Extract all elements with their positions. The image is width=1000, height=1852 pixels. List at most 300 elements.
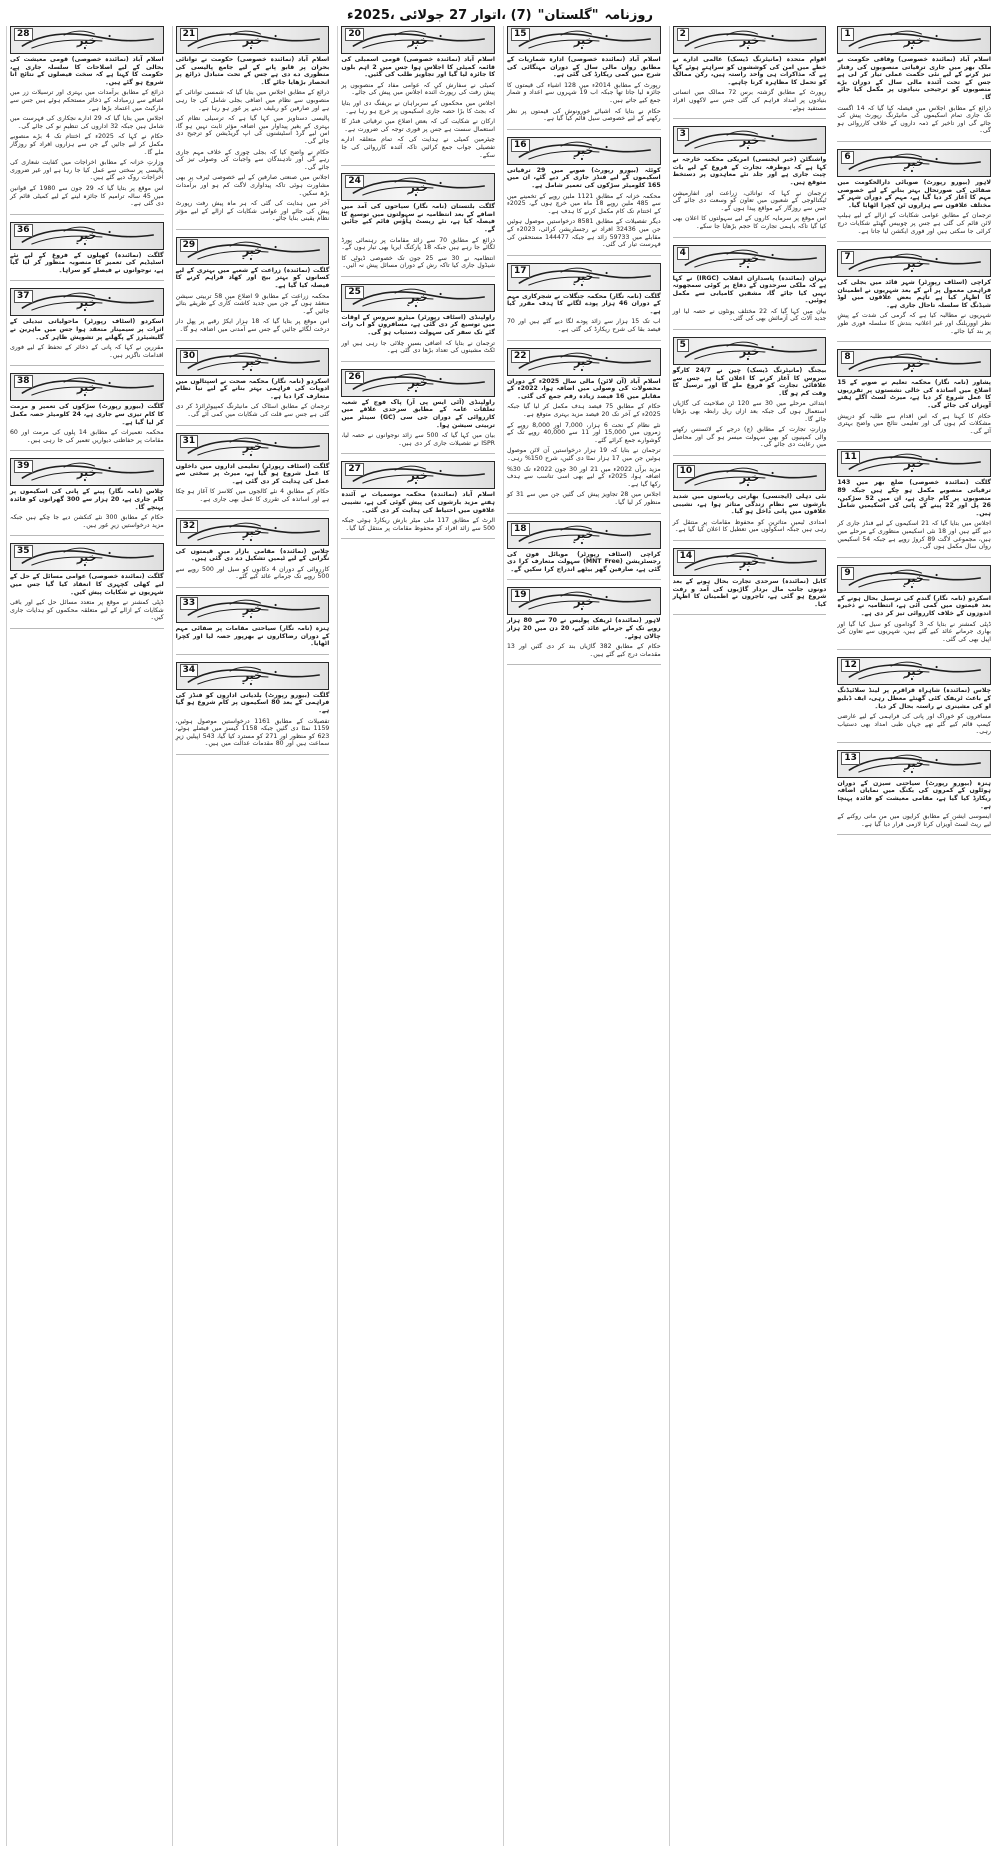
article-number: 19	[511, 589, 530, 602]
article-headline-text: خبر	[242, 525, 263, 539]
article-headline-banner	[10, 288, 164, 316]
article-number: 38	[14, 375, 33, 388]
article-body	[176, 625, 330, 651]
article-paragraph: حکام کے مطابق 382 گاڑیاں بند کر دی گئیں اور 13 مقدمات درج کیے گئے ہیں۔	[506, 643, 661, 658]
masthead-prefix: روزنامہ	[604, 7, 653, 23]
article-headline-banner	[341, 461, 495, 489]
article-paragraph: بیجنگ (مانیٹرنگ ڈیسک) چین نے 24/7 کارگو سروس کا آغاز کرنے کا اعلان کیا ہے جس سے علاقائی تجارت کو فروغ ملے گا اور ترسیل کا وقت کم ہو گا۔	[672, 367, 827, 397]
article	[176, 595, 330, 658]
article-paragraph: لاہور (بیورو رپورٹ) صوبائی دارالحکومت میں صفائی کی صورتحال بہتر بنانے کے لیے خصوصی مہم کا آغاز کر دیا گیا ہے، مہم کے دوران شہر کے مختلف علاقوں سے ہزاروں ٹن کچرا اٹھایا گیا۔	[837, 178, 991, 209]
article-number: 15	[511, 28, 530, 41]
article-paragraph: راولپنڈی (اسٹاف رپورٹر) میٹرو سروس کے اوقات میں توسیع کر دی گئی ہے، مسافروں کو اب رات گئے تک سفر کی سہولت دستیاب ہو گی۔	[341, 313, 495, 337]
article-divider	[176, 510, 330, 511]
article-paragraph: ذرائع کے مطابق اجلاس میں بتایا گیا کہ شمسی توانائی کے منصوبوں سے نظام میں اضافی بجلی شامل کی جا رہی ہے اور صارفین کو ریلیف دینے پر غور ہو رہا ہے۔	[175, 89, 330, 112]
article-paragraph: آخر میں ہدایت کی گئی کہ ہر ماہ پیش رفت رپورٹ پیش کی جائے اور عوامی شکایات کے ازالے کے لیے مؤثر نظام یقینی بنایا جائے۔	[175, 200, 330, 223]
article-paragraph: دیگر تفصیلات کے مطابق 8581 درخواستیں موصول ہوئیں جن میں 32436 افراد نے رجسٹریشن کرائی، 2023ء کے مقابلے میں 59733 زائد ہے جبکہ 144477 مستحقین کی فہرست تیار کی گئی۔	[506, 218, 661, 249]
article-headline-text: خبر	[904, 156, 924, 170]
article-paragraph: ترجمان نے کہا کہ توانائی، زراعت اور انفارمیشن ٹیکنالوجی کے شعبوں میں تعاون کو وسعت دی جائے گی جس سے روزگار کے مواقع پیدا ہوں گے۔	[672, 189, 827, 212]
article-headline-text: خبر	[904, 456, 924, 470]
article-headline-banner	[837, 449, 991, 477]
article-number: 14	[677, 550, 696, 563]
article-number: 37	[14, 290, 33, 303]
article-body	[837, 780, 991, 832]
article-body	[837, 687, 991, 739]
article-paragraph: گلگت (نمائندہ) کھیلوں کے فروغ کے لیے نئے اسٹیڈیم کی تعمیر کا منصوبہ منظور کر لیا گیا ہے، نوجوانوں نے فیصلے کو سراہا۔	[9, 251, 164, 274]
article	[176, 518, 330, 591]
article	[341, 461, 495, 542]
article-headline-banner	[837, 657, 991, 685]
article-number: 18	[511, 523, 530, 536]
article-body	[507, 551, 661, 577]
article-headline-text: خبر	[77, 295, 97, 309]
article-number: 35	[14, 545, 33, 558]
article-paragraph: لاہور (نمائندہ) ٹریفک پولیس نے 70 سے 80 ہزار روپے تک کے جرمانے عائد کیے، 20 دن میں 20 ہزار چالان ہوئے۔	[506, 617, 661, 640]
article-paragraph: کمیٹی نے سفارش کی کہ عوامی مفاد کے منصوبوں پر پیش رفت کی رپورٹ آئندہ اجلاس میں پیش کی جائے۔	[341, 81, 495, 97]
article-headline-text: خبر	[77, 229, 97, 243]
article	[341, 369, 495, 458]
article-headline-text: خبر	[77, 33, 97, 47]
article-headline-text: خبر	[77, 550, 97, 564]
article-paragraph: چلاس (نمائندہ) مقامی بازار میں قیمتوں کی نگرانی کے لیے ٹیمیں تشکیل دے دی گئی ہیں۔	[175, 547, 330, 563]
article-headline-text: خبر	[904, 664, 924, 678]
article-headline-banner	[507, 263, 661, 291]
article-paragraph: اسکردو (نامہ نگار) گندم کی ترسیل بحال ہونے کے بعد قیمتوں میں کمی آئی ہے، انتظامیہ نے ذخیرہ اندوزوں کے خلاف کارروائی تیز کر دی ہے۔	[837, 594, 991, 617]
article-number: 39	[14, 460, 33, 473]
article-number: 33	[180, 597, 199, 610]
article-paragraph: بیان میں کہا گیا کہ 22 مختلف یونٹوں نے حصہ لیا اور جدید آلات کی آزمائش بھی کی گئی۔	[672, 307, 827, 323]
article-paragraph: اسلام آباد (آن لائن) مالی سال 2025ء کے دوران محصولات کی وصولی میں اضافہ ہوا، 2022ء کے مقابلے میں 16 فیصد زیادہ رقم جمع کی گئی۔	[506, 377, 661, 400]
article-paragraph: محکمہ خزانہ کے مطابق 1121 ملین روپے کے تخمینے میں سے 485 ملین روپے 18 ماہ میں خرچ ہوں گے، 2025ء کے اختتام تک کام مکمل کرنے کا ہدف ہے۔	[506, 192, 661, 215]
article-headline-text: خبر	[574, 270, 594, 284]
article-paragraph: ذرائع کے مطابق اجلاس میں فیصلہ کیا گیا کہ 14 اگست تک جاری تمام اسکیموں کی مانیٹرنگ رپورٹ پیش کی جائے گی اور تاخیر کے ذمہ داروں کے خلاف کارروائی ہو گی۔	[837, 104, 991, 135]
article-headline-text: خبر	[739, 555, 760, 569]
article-paragraph: امدادی ٹیمیں متاثرین کو محفوظ مقامات پر منتقل کر رہی ہیں جبکہ اسکولوں میں تعطیل کا اعلان کیا گیا ہے۔	[672, 518, 827, 534]
article-paragraph: اجلاس میں بتایا گیا کہ 29 ادارے نجکاری کی فہرست میں شامل ہیں جبکہ 32 اداروں کی تنظیمِ نو کی جائے گی۔	[9, 115, 164, 130]
article	[673, 245, 827, 334]
article-paragraph: اجلاس میں بتایا گیا کہ 21 اسکیموں کے لیے فنڈز جاری کر دیے گئے ہیں اور 18 نئی اسکیمیں منظوری کے مرحلے میں ہیں، مجموعی لاگت 89 کروڑ روپے ہے جبکہ 54 اسکیمیں رواں سال مکمل ہوں گی۔	[837, 520, 991, 551]
article-paragraph: چلاس (نامہ نگار) پینے کے پانی کی اسکیموں پر کام جاری ہے، 20 ہزار سے 300 گھرانوں کو فائدہ پہنچے گا۔	[9, 488, 164, 511]
column	[337, 26, 498, 1846]
article-paragraph: ابتدائی مرحلے میں 30 سے 120 ٹن صلاحیت کی گاڑیاں استعمال ہوں گی جبکہ بعد ازاں ریل رابطہ بھی بڑھایا جائے گا۔	[672, 400, 827, 423]
article-divider	[507, 579, 661, 580]
article-number: 32	[180, 520, 199, 533]
article-body	[837, 479, 991, 553]
article-paragraph: واشنگٹن (خبر ایجنسی) امریکی محکمہ خارجہ نے کہا ہے کہ دوطرفہ تجارت کے فروغ کے لیے بات چیت جاری ہے اور جلد نئے معاہدوں پر دستخط متوقع ہیں۔	[672, 156, 827, 186]
article-paragraph: اجلاس میں محکموں کے سربراہان نے بریفنگ دی اور بتایا کہ بجٹ کا بڑا حصہ جاری اسکیموں پر خرچ ہو رہا ہے۔	[341, 99, 495, 115]
article	[837, 249, 991, 345]
article-divider	[10, 535, 164, 536]
article-divider	[837, 441, 991, 442]
article-body	[341, 56, 495, 162]
article-body	[673, 578, 827, 611]
article-paragraph: ارکان نے شکایت کی کہ بعض اضلاع میں ترقیاتی فنڈز کا استعمال سست ہے جس پر فوری توجہ کی ضرورت ہے۔	[341, 118, 495, 133]
article-headline-banner	[673, 245, 827, 273]
article-paragraph: گلگت (نامہ نگار) محکمہ جنگلات نے شجرکاری مہم کے دوران 46 ہزار پودے لگانے کا ہدف مقرر کیا ہے۔	[506, 292, 661, 315]
article-headline-text: خبر	[242, 244, 263, 258]
article-divider	[341, 538, 495, 539]
article-headline-banner	[341, 173, 495, 201]
article-body	[673, 275, 827, 327]
article-body	[507, 56, 661, 126]
article-paragraph: انتظامیہ نے 30 سے 25 جون تک خصوصی ڈیوٹی کا شیڈول جاری کیا تاکہ رش کے دوران مسائل پیش نہ آئیں۔	[341, 254, 495, 270]
article	[507, 587, 661, 668]
article-body	[10, 252, 164, 278]
article-number: 10	[677, 465, 696, 478]
article-body	[837, 379, 991, 438]
article-paragraph: گلگت (نمائندہ) زراعت کے شعبے میں بہتری کے لیے کسانوں کو بہتر بیج اور کھاد فراہم کرنے کا فیصلہ کیا گیا ہے۔	[175, 266, 330, 290]
article-number: 34	[180, 664, 199, 677]
article-divider	[673, 237, 827, 238]
article	[837, 349, 991, 445]
article-paragraph: کراچی (اسٹاف رپورٹر) شہر قائد میں بجلی کی فراہمی معمول پر آنے کے بعد شہریوں نے اطمینان کا اظہار کیا ہے تاہم بعض علاقوں میں لوڈ شیڈنگ کا سلسلہ تاحال جاری ہے۔	[837, 279, 991, 309]
article-number: 31	[180, 435, 199, 448]
article-body	[10, 403, 164, 447]
article-paragraph: گلگت (نمائندہ خصوصی) عوامی مسائل کے حل کے لیے کھلی کچہری کا انعقاد کیا گیا جس میں شہریوں نے شکایات پیش کیں۔	[9, 573, 164, 596]
article-headline-text: خبر	[408, 33, 428, 47]
article-body	[341, 399, 495, 451]
article-paragraph: ہنزہ (بیورو رپورٹ) سیاحتی سیزن کے دوران ہوٹلوں کے کمروں کی بکنگ میں نمایاں اضافہ ریکارڈ کیا گیا ہے، مقامی معیشت کو فائدہ پہنچا ہے۔	[837, 779, 991, 810]
article-body	[837, 595, 991, 647]
article-number: 22	[511, 350, 530, 363]
article-headline-banner	[507, 521, 661, 549]
article-paragraph: ہنزہ (نامہ نگار) سیاحتی مقامات پر صفائی مہم کے دوران رضاکاروں نے بھرپور حصہ لیا اور کچرا اٹھایا۔	[175, 624, 330, 648]
article-divider	[10, 280, 164, 281]
article-number: 36	[14, 224, 33, 237]
article-headline-text: خبر	[408, 180, 428, 194]
article-paragraph: چیئرمین کمیٹی نے ہدایت کی کہ تمام متعلقہ ادارے تفصیلی جواب جمع کرائیں تاکہ آئندہ کارروائی کی جا سکے۔	[341, 136, 495, 159]
article-divider	[10, 365, 164, 366]
article-headline-banner	[507, 348, 661, 376]
article-body	[507, 617, 661, 661]
article-number: 11	[841, 451, 860, 464]
article-paragraph: گلگت بلتستان (نامہ نگار) سیاحوں کی آمد میں اضافے کے بعد انتظامیہ نے سہولتوں میں توسیع کا فیصلہ کیا ہے، نئے ریسٹ ہاؤس قائم کیے جائیں گے۔	[341, 203, 495, 233]
article-paragraph: حکام کے مطابق 4 نئے کالجوں میں کلاسز کا آغاز ہو چکا ہے اور اساتذہ کی تقرری کا عمل بھی جاری ہے۔	[175, 488, 330, 503]
article-headline-banner	[837, 149, 991, 177]
article-paragraph: نئے نظام کے تحت 6 ہزار، 7,000 اور 8,000 روپے کے زمروں میں 15,000 اور 11 سے 40,000 روپے تک کے گوشوارے جمع کرائے گئے۔	[506, 421, 661, 444]
article-body	[507, 167, 661, 252]
article-headline-banner	[10, 543, 164, 571]
article-number: 6	[841, 151, 853, 164]
article	[10, 373, 164, 454]
article	[673, 463, 827, 544]
article	[176, 662, 330, 758]
article	[673, 337, 827, 459]
article-body	[837, 279, 991, 338]
article-headline-banner	[176, 595, 330, 623]
article-paragraph: کوئٹہ (بیورو رپورٹ) صوبے میں 29 ترقیاتی اسکیموں کے لیے فنڈز جاری کر دیے گئے، ان میں 165 کلومیٹر سڑکوں کی تعمیر شامل ہے۔	[506, 166, 661, 189]
article-headline-banner	[341, 26, 495, 54]
article-headline-text: خبر	[904, 33, 924, 47]
article-headline-text: خبر	[242, 669, 263, 683]
article-paragraph: اسلام آباد (نمائندہ) محکمہ موسمیات نے آئندہ ہفتے مزید بارشوں کی پیش گوئی کی ہے، نشیبی علاقوں میں احتیاط کی ہدایت کر دی گئی۔	[341, 491, 495, 514]
article-number: 4	[677, 247, 689, 260]
article-paragraph: اسلام آباد (نمائندہ خصوصی) قومی اسمبلی کی قائمہ کمیٹی کا اجلاس ہوا جس میں 2 اہم بلوں کا جائزہ لیا گیا اور تجاویز طلب کی گئیں۔	[341, 56, 495, 79]
article-paragraph: حکام کے مطابق 300 نئے کنکشن دیے جا چکے ہیں جبکہ مزید درخواستیں زیرِ غور ہیں۔	[9, 514, 164, 529]
article-headline-banner	[673, 548, 827, 576]
article-divider	[507, 129, 661, 130]
column	[172, 26, 333, 1846]
article-paragraph: حکام نے کہا کہ 2025ء کے اختتام تک 4 بڑے منصوبے مکمل کر لیے جائیں گے جن سے ہزاروں افراد کو روزگار ملے گا۔	[9, 133, 164, 156]
article-divider	[10, 450, 164, 451]
article-body	[673, 367, 827, 452]
article	[673, 126, 827, 240]
article-headline-banner	[837, 349, 991, 377]
article-number: 5	[677, 339, 689, 352]
article-number: 25	[345, 286, 364, 299]
article-headline-text: خبر	[574, 33, 594, 47]
article-headline-text: خبر	[739, 133, 760, 147]
article-paragraph: اسکردو (اسٹاف رپورٹر) ماحولیاتی تبدیلی کے اثرات پر سیمینار منعقد ہوا جس میں ماہرین نے گلیشیئرز کے پگھلنے پر تشویش ظاہر کی۔	[9, 318, 164, 341]
article-paragraph: گلگت (بیورو رپورٹ) بلدیاتی اداروں کو فنڈز کی فراہمی کے بعد 80 اسکیموں پر کام شروع ہو گیا ہے۔	[175, 691, 330, 714]
article-body	[176, 463, 330, 507]
article	[10, 543, 164, 632]
article-divider	[837, 341, 991, 342]
article	[10, 288, 164, 369]
article-paragraph: راولپنڈی (آئی ایس پی آر) پاک فوج کے شعبہ تعلقات عامہ کے مطابق سرحدی علاقے میں کارروائی کے دوران جی سی (GC) سینٹر میں تربیتی سیشن ہوا۔	[341, 398, 495, 429]
article-paragraph: گلگت (بیورو رپورٹ) سڑکوں کی تعمیر و مرمت کا کام تیزی سے جاری ہے، 24 کلومیٹر حصہ مکمل کر لیا گیا ہے۔	[9, 403, 164, 426]
article	[837, 657, 991, 746]
article-divider	[837, 649, 991, 650]
article-paragraph: اس موقع پر سرمایہ کاروں کے لیے سہولتوں کا اعلان بھی کیا گیا تاکہ باہمی تجارت کا حجم بڑھایا جا سکے۔	[672, 215, 827, 230]
article-number: 17	[511, 265, 530, 278]
article	[507, 521, 661, 584]
article-number: 20	[345, 28, 364, 41]
article-paragraph: اب تک 15 ہزار سے زائد پودے لگا دیے گئے ہیں اور 70 فیصد بقا کی شرح ریکارڈ کی گئی ہے۔	[506, 318, 661, 334]
article-paragraph: اجلاس میں 28 تجاویز پیش کی گئیں جن میں سے 31 کو منظور کر لیا گیا۔	[506, 491, 661, 506]
article-headline-banner	[176, 433, 330, 461]
article	[507, 26, 661, 133]
article-headline-banner	[673, 337, 827, 365]
article-paragraph: اسلام آباد (نمائندہ خصوصی) وفاقی حکومت نے ملک بھر میں جاری ترقیاتی منصوبوں کی رفتار تیز کرنے کے لیے نئی حکمت عملی تیار کر لی ہے جس کے تحت آئندہ مالی سال کے دوران بڑے منصوبوں کو ترجیحی بنیادوں پر مکمل کیا جائے گا۔	[837, 56, 991, 101]
article-headline-banner	[341, 369, 495, 397]
article-body	[341, 314, 495, 358]
article	[507, 348, 661, 517]
article-paragraph: گلگت (نمائندہ خصوصی) ضلع بھر میں 143 ترقیاتی منصوبے مکمل ہو چکے ہیں جبکہ 89 منصوبوں پر کام جاری ہے، ان میں 52 سڑکیں، 26 پل اور 22 پینے کے پانی کی اسکیمیں شامل ہیں۔	[837, 479, 991, 517]
article-headline-banner	[673, 126, 827, 154]
column	[834, 26, 994, 1846]
article-headline-banner	[837, 26, 991, 54]
article	[10, 458, 164, 539]
article-divider	[176, 587, 330, 588]
article-paragraph: شہریوں نے مطالبہ کیا ہے کہ گرمی کی شدت کے پیشِ نظر اووربلنگ اور غیر اعلانیہ بندش کا سلسلہ فوری طور پر بند کیا جائے۔	[837, 312, 991, 335]
article-divider	[341, 276, 495, 277]
article-paragraph: اس موقع پر بتایا گیا کہ 29 جون سے 1980 کے قوانین میں 45 سالہ ترامیم کا جائزہ لینے کے لیے کمیٹی قائم کر دی گئی ہے۔	[9, 184, 164, 208]
masthead-date: (7) ،اتوار 27 جولائی ،2025ء	[347, 7, 532, 23]
article-paragraph: چلاس (نمائندہ) شاہراہ قراقرم پر لینڈ سلائیڈنگ کے باعث ٹریفک کئی گھنٹے معطل رہی، ایف ڈبلیو او کی مشینری نے راستہ بحال کر دیا۔	[837, 687, 991, 710]
article-headline-banner	[176, 237, 330, 265]
column	[503, 26, 664, 1846]
article-headline-banner	[10, 373, 164, 401]
article-headline-text: خبر	[904, 256, 924, 270]
article-headline-text: خبر	[739, 470, 760, 484]
article-divider	[673, 455, 827, 456]
article-number: 9	[841, 567, 853, 580]
article-headline-text: خبر	[242, 33, 263, 47]
article-paragraph: اسلام آباد (نمائندہ خصوصی) حکومت نے توانائی بحران پر قابو پانے کے لیے جامع پالیسی کی منظوری دے دی ہے جس کے تحت متبادل ذرائع پر انحصار بڑھایا جائے گا۔	[175, 56, 330, 86]
article-body	[507, 293, 661, 337]
article-divider	[837, 742, 991, 743]
article-headline-banner	[176, 26, 330, 54]
article-paragraph: اسکردو (نامہ نگار) محکمہ صحت نے اسپتالوں میں ادویات کی فراہمی بہتر بنانے کے لیے نیا نظام متعارف کرا دیا ہے۔	[175, 377, 330, 400]
article-divider	[837, 834, 991, 835]
article-headline-banner	[673, 463, 827, 491]
article-paragraph: ترجمان نے بتایا کہ 19 ہزار درخواستیں آن لائن موصول ہوئیں جن میں 17 ہزار نمٹا دی گئیں، شرح 150% رہی۔	[506, 447, 661, 462]
article-paragraph: حکام نے واضح کیا کہ بجلی چوری کے خلاف مہم جاری رہے گی اور نادہندگان سے واجبات کی وصولی تیز کی جائے گی۔	[175, 148, 330, 171]
article-paragraph: اقوام متحدہ (مانیٹرنگ ڈیسک) عالمی ادارے نے خطے میں امن کی کوششوں کو سراہتے ہوئے کہا ہے کہ مذاکرات ہی واحد راستہ ہیں، رکن ممالک کو تحمل کا مظاہرہ کرنا چاہیے۔	[672, 56, 827, 86]
article-divider	[673, 118, 827, 119]
article	[176, 237, 330, 344]
article-divider	[673, 329, 827, 330]
article	[837, 565, 991, 654]
article-headline-text: خبر	[904, 757, 924, 771]
article-paragraph: ترجمان کے مطابق عوامی شکایات کے ازالے کے لیے ہیلپ لائن قائم کی گئی ہے جس پر چوبیس گھنٹے شکایات درج کرائی جا سکتی ہیں اور فوری ایکشن لیا جاتا ہے۔	[837, 212, 991, 235]
article	[507, 263, 661, 344]
article-headline-banner	[176, 662, 330, 690]
article-number: 8	[841, 351, 853, 364]
article-divider	[507, 664, 661, 665]
article-paragraph: محکمہ زراعت کے مطابق 9 اضلاع میں 58 تربیتی سیشن منعقد ہوں گے جن میں جدید کاشت کاری کے طریقے بتائے جائیں گے۔	[175, 292, 330, 315]
article-divider	[837, 241, 991, 242]
article-paragraph: مقررین نے کہا کہ پانی کے ذخائر کے تحفظ کے لیے فوری اقدامات ناگزیر ہیں۔	[9, 344, 164, 359]
article-headline-text: خبر	[408, 468, 428, 482]
article-headline-banner	[10, 458, 164, 486]
article-paragraph: کارروائی کے دوران 4 دکانوں کو سیل اور 500 روپے سے 500 روپے تک جرمانے عائد کیے گئے۔	[175, 565, 330, 581]
article-paragraph: وزارتِ خزانہ کے مطابق اخراجات میں کفایت شعاری کی پالیسی پر سختی سے عمل کیا جا رہا ہے اور غیر ضروری اخراجات روک دیے گئے ہیں۔	[9, 159, 164, 182]
article-headline-text: خبر	[739, 252, 760, 265]
article-body	[10, 56, 164, 211]
article-paragraph: حکام نے بتایا کہ اشیائے خورونوش کی قیمتوں پر نظر رکھنے کے لیے خصوصی سیل قائم کیا گیا ہے۔	[506, 107, 661, 123]
article-body	[10, 488, 164, 532]
article-paragraph: اسلام آباد (نمائندہ خصوصی) قومی معیشت کی بحالی کے لیے اصلاحات کا سلسلہ جاری ہے، حکومت کا کہنا ہے کہ سخت فیصلوں کے نتائج آنا شروع ہو گئے ہیں۔	[9, 56, 164, 86]
article	[837, 26, 991, 145]
article-paragraph: تفصیلات کے مطابق 1161 درخواستیں موصول ہوئیں، 1159 نمٹا دی گئیں جبکہ 1158 کیسز میں فیصلے ہوئے، 623 کو منظور اور 271 کو مسترد کیا گیا، 543 اپیلیں زیرِ سماعت ہیں اور 80 مقدمات عدالت میں ہیں۔	[175, 717, 330, 748]
article-paragraph: ایسوسی ایشن کے مطابق کرایوں میں من مانی روکنے کے لیے ریٹ لسٹ آویزاں کرنا لازمی قرار دیا گیا ہے۔	[837, 813, 991, 828]
article-number: 30	[180, 350, 199, 363]
article-headline-banner	[507, 137, 661, 165]
column	[669, 26, 830, 1846]
article-body	[673, 56, 827, 115]
article-paragraph: پشاور (نامہ نگار) محکمہ تعلیم نے صوبے کے 15 اضلاع میں اساتذہ کی خالی نشستوں پر تقرریوں کا عمل شروع کر دیا ہے، میرٹ لسٹ اگلے ہفتے آویزاں کی جائے گی۔	[837, 379, 991, 410]
article-headline-banner	[507, 26, 661, 54]
page-columns	[6, 26, 994, 1846]
article-paragraph: ذرائع کے مطابق 70 سے زائد مقامات پر رہنمائی بورڈ لگائے جا رہے ہیں جبکہ 18 پارکنگ ایریا بھی تیار ہوں گے۔	[341, 236, 495, 252]
article	[673, 548, 827, 618]
article-headline-banner	[837, 565, 991, 593]
article-headline-banner	[176, 348, 330, 376]
article	[176, 26, 330, 233]
article-divider	[176, 229, 330, 230]
article-body	[673, 493, 827, 537]
article-number: 21	[180, 28, 199, 41]
article-number: 24	[345, 175, 364, 188]
article	[673, 26, 827, 122]
article-number: 28	[14, 28, 33, 41]
article	[341, 173, 495, 280]
masthead	[6, 4, 994, 26]
article-paragraph: بیان میں کہا گیا کہ 500 سے زائد نوجوانوں نے حصہ لیا، ISPR نے تفصیلات جاری کر دی ہیں۔	[341, 432, 495, 447]
article-divider	[176, 425, 330, 426]
article-divider	[10, 628, 164, 629]
article-headline-text: خبر	[574, 355, 594, 369]
article-body	[341, 203, 495, 273]
article-divider	[673, 540, 827, 541]
article-headline-text: خبر	[242, 440, 263, 454]
article-paragraph: اجلاس میں صنعتی صارفین کے لیے خصوصی ٹیرف پر بھی مشاورت ہوئی تاکہ پیداواری لاگت کم ہو اور برآمدات بڑھ سکیں۔	[175, 174, 330, 197]
article-number: 3	[677, 128, 689, 141]
article-headline-text: خبر	[77, 465, 97, 479]
article-divider	[176, 754, 330, 755]
article-paragraph: تہران (نمائندہ) پاسداران انقلاب (IRGC) نے کہا ہے کہ ملکی سرحدوں کے دفاع پر کوئی سمجھوتہ نہیں کیا جائے گا، مشقیں کامیابی سے مکمل ہوئیں۔	[672, 274, 827, 305]
article-divider	[673, 614, 827, 615]
article-headline-text: خبر	[739, 344, 760, 358]
article-headline-banner	[341, 284, 495, 312]
article-body	[176, 267, 330, 337]
article-paragraph: مزید برآں 2022ء میں 21 اور 30 جون 2022ء تک 30% اضافہ ہوا، 2025ء کے لیے بھی اسی تناسب سے ہدف رکھا گیا ہے۔	[506, 465, 661, 488]
article-headline-text: خبر	[904, 572, 924, 586]
article-paragraph: کابل (نمائندہ) سرحدی تجارت بحال ہونے کے بعد دونوں جانب مال بردار گاڑیوں کی آمد و رفت شروع ہو گئی ہے، تاجروں نے اطمینان کا اظہار کیا۔	[672, 577, 827, 608]
article-number: 1	[841, 28, 853, 41]
article	[507, 137, 661, 259]
article-headline-text: خبر	[574, 594, 594, 608]
article-paragraph: الرٹ کے مطابق 117 ملی میٹر بارش ریکارڈ ہوئی جبکہ 500 سے زائد افراد کو محفوظ مقامات پر منتقل کیا گیا۔	[341, 517, 495, 532]
article-paragraph: ترجمان نے بتایا کہ اضافی بسیں چلائی جا رہی ہیں اور ٹکٹ مشینوں کی تعداد بڑھا دی گئی ہے۔	[341, 339, 495, 355]
article-headline-banner	[176, 518, 330, 546]
article-headline-banner	[837, 750, 991, 778]
article-headline-text: خبر	[574, 528, 594, 542]
article-headline-text: خبر	[904, 356, 924, 370]
article-headline-banner	[673, 26, 827, 54]
article-paragraph: ترجمان کے مطابق اسٹاک کی مانیٹرنگ کمپیوٹرائزڈ کر دی گئی ہے جس سے قلت کی شکایات میں کمی آئے گی۔	[175, 403, 330, 418]
column	[6, 26, 167, 1846]
article-number: 13	[841, 752, 860, 765]
article-number: 2	[677, 28, 689, 41]
article-number: 27	[345, 463, 364, 476]
article-paragraph: حکام کا کہنا ہے کہ اس اقدام سے طلبہ کو درپیش مشکلات کم ہوں گی اور تعلیمی نتائج میں واضح بہتری آئے گی۔	[837, 412, 991, 435]
article-body	[673, 156, 827, 233]
article-headline-text: خبر	[242, 602, 263, 616]
article-headline-text: خبر	[77, 380, 97, 394]
article-number: 7	[841, 251, 853, 264]
article-headline-text: خبر	[408, 291, 428, 305]
article	[10, 222, 164, 285]
article-body	[176, 692, 330, 751]
article-paragraph: حکام کے مطابق 75 فیصد ہدف مکمل کر لیا گیا جبکہ 2025ء کے آخر تک 20 فیصد مزید بہتری متوقع ہے۔	[506, 403, 661, 419]
article-body	[176, 56, 330, 226]
article-headline-banner	[10, 26, 164, 54]
article-divider	[341, 165, 495, 166]
article-number: 12	[841, 659, 860, 672]
article-paragraph: گلگت (اسٹاف رپورٹر) تعلیمی اداروں میں داخلوں کا عمل شروع ہو گیا ہے، میرٹ پر سختی سے عمل کی ہدایت کر دی گئی ہے۔	[175, 462, 330, 485]
article-divider	[176, 340, 330, 341]
article-body	[176, 378, 330, 422]
article-divider	[837, 141, 991, 142]
article-divider	[507, 340, 661, 341]
article-body	[341, 491, 495, 535]
article-paragraph: ڈپٹی کمشنر نے بتایا کہ 3 گوداموں کو سیل کیا گیا اور بھاری جرمانے عائد کیے گئے ہیں، شہریوں سے تعاون کی اپیل بھی کی گئی۔	[837, 620, 991, 643]
article	[10, 26, 164, 218]
article-headline-banner	[10, 222, 164, 250]
article	[837, 149, 991, 245]
article-number: 29	[180, 239, 199, 252]
article-paragraph: نئی دہلی (ایجنسی) بھارتی ریاستوں میں شدید بارشوں سے نظامِ زندگی متاثر ہوا ہے، نشیبی علاقوں میں پانی داخل ہو گیا۔	[672, 493, 827, 516]
article-paragraph: کراچی (اسٹاف رپورٹر) موبائل فون کی رجسٹریشن (MNT Free) سہولت متعارف کرا دی گئی ہے، صارفین گھر بیٹھے اندراج کرا سکیں گے۔	[506, 550, 661, 573]
article-headline-text: خبر	[408, 376, 428, 390]
article-body	[10, 318, 164, 362]
article-headline-text: خبر	[574, 144, 594, 158]
article	[837, 449, 991, 560]
article-headline-banner	[507, 587, 661, 615]
article-body	[837, 179, 991, 238]
